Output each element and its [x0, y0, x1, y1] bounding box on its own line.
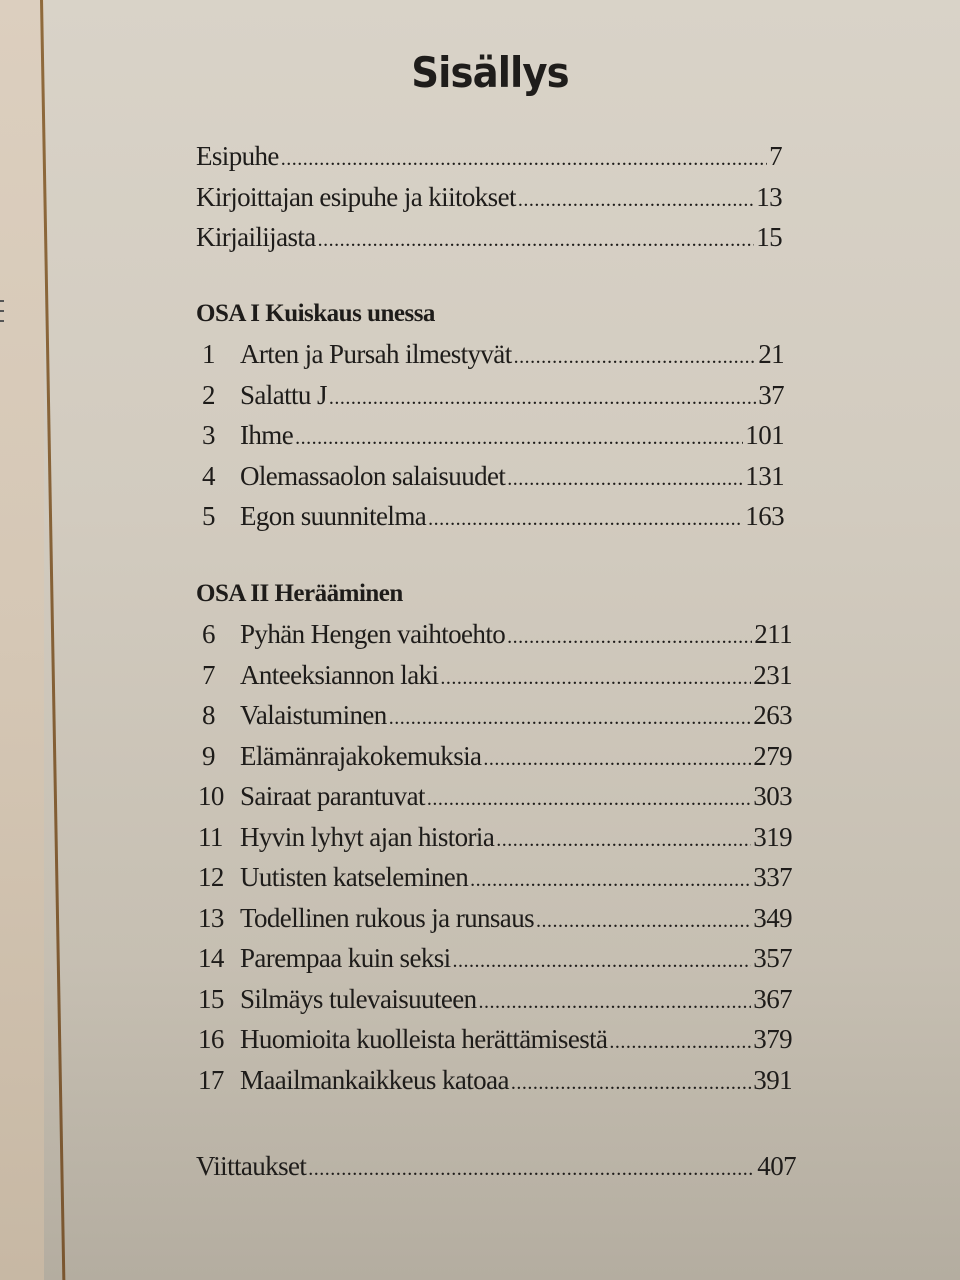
- leader-dots: [507, 459, 743, 500]
- toc-entry-kirjoittajan-esipuhe: [196, 177, 782, 218]
- front-matter: [196, 136, 782, 258]
- chapter-page-number: 337: [753, 862, 792, 892]
- chapter-number: 3: [202, 420, 215, 450]
- chapter-title: Parempaa kuin seksi: [240, 943, 451, 973]
- chapter-page-number: 357: [753, 943, 792, 973]
- entry-label: Kirjoittajan esipuhe ja kiitokset: [196, 181, 516, 212]
- page-title: Sisällys: [411, 48, 569, 97]
- chapter-number: 11: [198, 821, 223, 852]
- chapter-number: 5: [202, 501, 215, 531]
- leader-dots: [518, 180, 754, 221]
- text-fragment: [0, 320, 4, 322]
- chapter-entry: [198, 614, 792, 655]
- leader-dots: [496, 820, 751, 861]
- chapter-number: 10: [198, 781, 224, 811]
- chapter-title: Sairaat parantuvat: [240, 781, 425, 811]
- chapter-number: 15: [198, 983, 224, 1014]
- chapter-entry: [198, 415, 784, 456]
- chapter-title: Pyhän Hengen vaihtoehto: [240, 619, 506, 649]
- entry-page-number: 7: [769, 141, 782, 171]
- chapter-title: Maailmankaikkeus katoaa: [240, 1064, 509, 1095]
- chapter-title: Valaistuminen: [240, 700, 387, 730]
- leader-dots: [308, 1149, 755, 1190]
- chapter-title: Elämänrajakokemuksia: [240, 740, 482, 771]
- entry-page-number: 407: [757, 1151, 796, 1181]
- leader-dots: [428, 499, 743, 540]
- left-page-margin: [0, 0, 44, 1280]
- leader-dots: [427, 779, 751, 820]
- leader-dots: [514, 337, 757, 378]
- chapter-title: Huomioita kuolleista herättämisestä: [240, 1024, 608, 1054]
- chapter-title: Arten ja Pursah ilmestyvät: [240, 339, 512, 369]
- chapter-title: Hyvin lyhyt ajan historia: [240, 821, 495, 852]
- entry-label: Viittaukset: [196, 1151, 307, 1181]
- leader-dots: [609, 1022, 751, 1063]
- leader-dots: [281, 139, 767, 180]
- toc-entry-kirjailijasta: [196, 217, 782, 258]
- back-matter: [196, 1146, 796, 1187]
- part-2-section: [196, 574, 792, 1100]
- leader-dots: [483, 739, 751, 780]
- chapter-page-number: 101: [745, 420, 784, 450]
- chapter-number: 17: [198, 1064, 224, 1095]
- chapter-entry: [198, 898, 792, 939]
- entry-page-number: 15: [756, 222, 782, 252]
- chapter-title: Ihme: [240, 420, 294, 450]
- leader-dots: [440, 658, 751, 699]
- chapter-page-number: 391: [753, 1064, 792, 1095]
- chapter-number: 6: [202, 619, 215, 649]
- chapter-number: 9: [202, 740, 215, 771]
- chapter-number: 16: [198, 1024, 224, 1054]
- toc-entry-esipuhe: [196, 136, 782, 177]
- chapter-page-number: 21: [758, 339, 784, 369]
- leader-dots: [507, 617, 752, 658]
- leader-dots: [470, 860, 751, 901]
- chapter-number: 8: [202, 700, 215, 730]
- chapter-number: 14: [198, 943, 224, 973]
- chapter-page-number: 303: [753, 781, 792, 811]
- chapter-number: 1: [202, 339, 215, 369]
- chapter-page-number: 319: [753, 821, 792, 852]
- chapter-number: 4: [202, 460, 215, 491]
- entry-page-number: 13: [756, 181, 782, 212]
- chapter-page-number: 279: [753, 740, 792, 771]
- leader-dots: [329, 378, 756, 419]
- toc-entry-viittaukset: [196, 1146, 796, 1187]
- chapter-page-number: 211: [754, 619, 792, 649]
- leader-dots: [511, 1063, 751, 1104]
- entry-label: Esipuhe: [196, 141, 279, 171]
- chapter-title: Olemassaolon salaisuudet: [240, 460, 506, 491]
- part-1-section: [196, 294, 784, 537]
- chapter-page-number: 131: [745, 460, 784, 491]
- chapter-entry: [198, 1060, 792, 1101]
- chapter-entry: [198, 695, 792, 736]
- chapter-entry: [198, 817, 792, 858]
- chapter-entry: [198, 1019, 792, 1060]
- chapter-number: 13: [198, 902, 224, 933]
- chapter-entry: [198, 776, 792, 817]
- chapter-entry: [198, 938, 792, 979]
- chapter-number: 7: [202, 659, 215, 690]
- chapter-page-number: 37: [758, 379, 784, 410]
- chapter-title: Egon suunnitelma: [240, 501, 427, 531]
- text-fragment: [0, 310, 4, 312]
- leader-dots: [479, 982, 752, 1023]
- chapter-page-number: 163: [745, 501, 784, 531]
- chapter-title: Silmäys tulevaisuuteen: [240, 983, 477, 1014]
- leader-dots: [453, 941, 752, 982]
- chapter-page-number: 231: [753, 659, 792, 690]
- left-page-text-fragments: [0, 300, 6, 340]
- chapter-entry: [198, 456, 784, 497]
- chapter-page-number: 263: [753, 700, 792, 730]
- chapter-entry: [198, 375, 784, 416]
- part-heading: OSA II Herääminen: [196, 580, 403, 607]
- chapter-entry: [198, 655, 792, 696]
- chapter-number: 2: [202, 379, 215, 410]
- table-of-contents: [196, 136, 796, 1181]
- chapter-page-number: 367: [753, 983, 792, 1014]
- leader-dots: [389, 698, 752, 739]
- chapter-entry: [198, 857, 792, 898]
- chapter-title: Salattu J: [240, 379, 327, 410]
- leader-dots: [536, 901, 751, 942]
- chapter-entry: [198, 334, 784, 375]
- chapter-page-number: 349: [753, 902, 792, 933]
- part-heading: OSA I Kuiskaus unessa: [196, 300, 435, 327]
- leader-dots: [318, 220, 755, 261]
- text-fragment: [0, 300, 4, 302]
- leader-dots: [295, 418, 743, 459]
- entry-label: Kirjailijasta: [196, 222, 316, 252]
- chapter-entry: [198, 736, 792, 777]
- chapter-page-number: 379: [753, 1024, 792, 1054]
- chapter-title: Todellinen rukous ja runsaus: [240, 902, 535, 933]
- chapter-entry: [198, 496, 784, 537]
- chapter-number: 12: [198, 862, 224, 892]
- chapter-title: Uutisten katseleminen: [240, 862, 469, 892]
- chapter-title: Anteeksiannon laki: [240, 659, 439, 690]
- chapter-entry: [198, 979, 792, 1020]
